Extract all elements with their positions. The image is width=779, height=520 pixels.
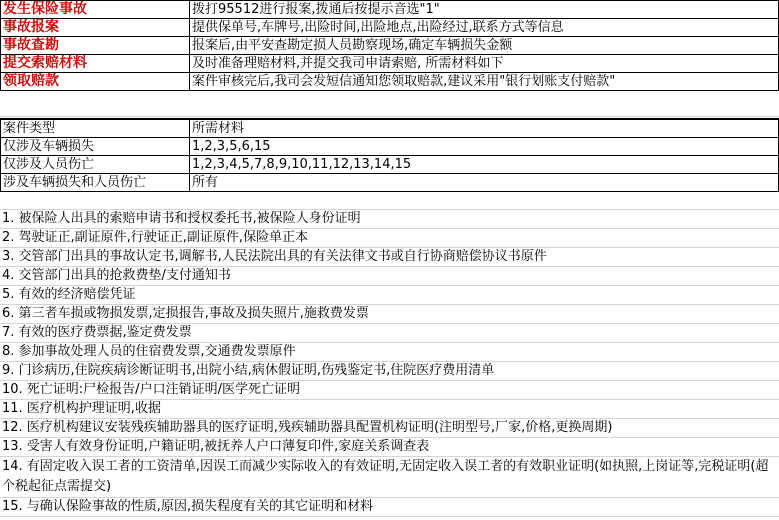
case-type-cell[interactable]: 仅涉及车辆损失 (1, 138, 190, 156)
process-row (1, 73, 779, 91)
process-step-cell[interactable]: 领取赔款 (1, 73, 190, 91)
required-materials-table (0, 118, 779, 192)
list-item[interactable]: 13. 受害人有效身份证明,户籍证明,被抚养人户口薄复印件,家庭关系调查表 (0, 438, 779, 457)
process-desc-cell[interactable]: 报案后,由平安查勘定损人员勘察现场,确定车辆损失金额 (190, 37, 779, 55)
materials-row (1, 156, 779, 174)
empty-row (0, 194, 779, 210)
process-step-cell[interactable]: 事故查勘 (1, 37, 190, 55)
list-item[interactable]: 7. 有效的医疗费票据,鉴定费发票 (0, 324, 779, 343)
list-item[interactable]: 5. 有效的经济赔偿凭证 (0, 286, 779, 305)
case-type-cell[interactable]: 涉及车辆损失和人员伤亡 (1, 174, 190, 192)
list-item[interactable]: 4. 交管部门出具的抢救费垫/支付通知书 (0, 267, 779, 286)
list-item[interactable]: 10. 死亡证明:尸检报告/户口注销证明/医学死亡证明 (0, 381, 779, 400)
process-desc-cell[interactable]: 及时准备理赔材料,并提交我司申请索赔, 所需材料如下 (190, 55, 779, 73)
document-list (0, 210, 779, 517)
process-step-cell[interactable]: 事故报案 (1, 19, 190, 37)
materials-cell[interactable]: 1,2,3,5,6,15 (190, 138, 779, 156)
list-item[interactable]: 11. 医疗机构护理证明,收据 (0, 400, 779, 419)
case-type-header[interactable]: 案件类型 (1, 119, 190, 138)
materials-header-row (1, 119, 779, 138)
list-item[interactable]: 2. 驾驶证正,副证原件,行驶证正,副证原件,保险单正本 (0, 229, 779, 248)
list-item[interactable]: 6. 第三者车损或物损发票,定损报告,事故及损失照片,施救费发票 (0, 305, 779, 324)
process-row (1, 19, 779, 37)
list-item[interactable]: 1. 被保险人出具的索赔申请书和授权委托书,被保险人身份证明 (0, 210, 779, 229)
process-step-cell[interactable]: 发生保险事故 (1, 1, 190, 19)
case-type-cell[interactable]: 仅涉及人员伤亡 (1, 156, 190, 174)
process-row (1, 37, 779, 55)
materials-cell[interactable]: 1,2,3,4,5,7,8,9,10,11,12,13,14,15 (190, 156, 779, 174)
materials-header[interactable]: 所需材料 (190, 119, 779, 138)
list-item[interactable]: 8. 参加事故处理人员的住宿费发票,交通费发票原件 (0, 343, 779, 362)
process-step-cell[interactable]: 提交索赔材料 (1, 55, 190, 73)
process-desc-cell[interactable]: 拨打95512进行报案,拨通后按提示音选"1" (190, 1, 779, 19)
process-row (1, 1, 779, 19)
process-desc-cell[interactable]: 案件审核完后,我司会发短信通知您领取赔款,建议采用"银行划账支付赔款" (190, 73, 779, 91)
list-item[interactable]: 15. 与确认保险事故的性质,原因,损失程度有关的其它证明和材料 (0, 498, 779, 517)
list-item[interactable]: 12. 医疗机构建议安装残疾辅助器具的医疗证明,残疾辅助器具配置机构证明(注明型号,厂家,价格,更换周期) (0, 419, 779, 438)
list-item[interactable]: 14. 有固定收入误工者的工资清单,因误工而减少实际收入的有效证明,无固定收入误工者的有效职业证明(如执照,上岗证等,完税证明(超个税起征点需提交) (0, 457, 779, 498)
materials-row (1, 138, 779, 156)
materials-cell[interactable]: 所有 (190, 174, 779, 192)
list-item[interactable]: 9. 门诊病历,住院疾病诊断证明书,出院小结,病休假证明,伤残鉴定书,住院医疗费用清单 (0, 362, 779, 381)
process-row (1, 55, 779, 73)
claim-process-table (0, 0, 779, 91)
empty-row (0, 96, 779, 117)
materials-row (1, 174, 779, 192)
list-item[interactable]: 3. 交管部门出具的事故认定书,调解书,人民法院出具的有关法律文书或自行协商赔偿协议书原件 (0, 248, 779, 267)
process-desc-cell[interactable]: 提供保单号,车牌号,出险时间,出险地点,出险经过,联系方式等信息 (190, 19, 779, 37)
